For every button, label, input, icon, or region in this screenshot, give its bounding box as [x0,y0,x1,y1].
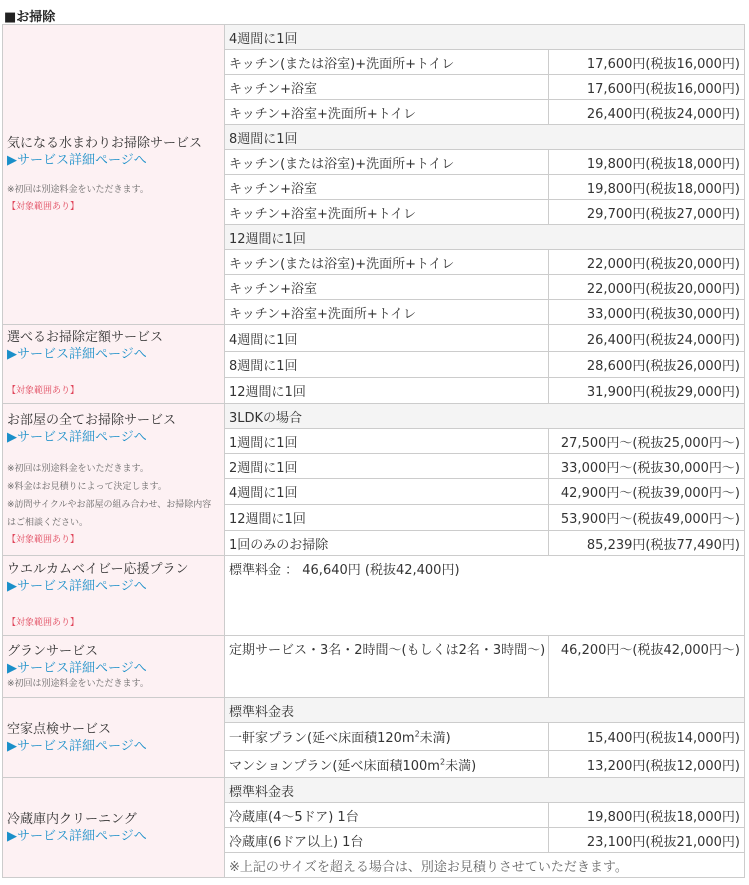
plan-price: 53,900円～(税抜49,000円～) [549,505,745,531]
range-badge: 【対象範囲あり】 [7,201,80,212]
plan-name-part: 未満) [445,758,477,774]
plan-name: キッチン+浴室 [225,75,549,100]
plan-price: 19,800円(税抜18,000円) [549,175,745,200]
plan-name-part: マンションプラン(延べ床面積100m [229,758,440,774]
plan-price: 17,600円(税抜16,000円) [549,50,745,75]
service-name: 冷蔵庫内クリーニング [7,811,137,827]
plan-detail: 標準料金 ： 46,640円 (税抜42,400円) [225,556,745,636]
service-detail-link[interactable]: ▶サービス詳細ページへ [7,347,147,362]
frequency-group: 4週間に1回 [225,25,745,50]
service-cell-rooms [3,404,225,556]
service-detail-link[interactable]: ▶サービス詳細ページへ [7,578,147,594]
plan-price: 19,800円(税抜18,000円) [549,150,745,175]
range-badge: 【対象範囲あり】 [7,534,80,545]
service-detail-link[interactable]: ▶サービス詳細ページへ [7,828,147,844]
range-badge: 【対象範囲あり】 [7,386,80,396]
plan-name: キッチン+浴室 [225,175,549,200]
plan-price: 26,400円(税抜24,000円) [549,100,745,125]
service-cell-fridge [3,778,225,878]
plan-name: 1回のみのお掃除 [225,531,549,556]
plan-price: 42,900円～(税抜39,000円～) [549,479,745,505]
service-note: ※初回は別途料金をいただきます。 [7,463,149,474]
plan-name: 2週間に1回 [225,454,549,479]
plan-name: キッチン+浴室 [225,275,549,300]
plan-name: 4週間に1回 [225,325,549,352]
plan-name [225,751,549,778]
service-name: 気になる水まわりお掃除サービス [7,135,203,151]
section-title: ■お掃除 [4,10,56,25]
service-cell-baby [3,556,225,636]
plan-name: キッチン+浴室+洗面所+トイレ [225,200,549,225]
price-group: 標準料金表 [225,698,745,723]
plan-price: 33,000円(税抜30,000円) [549,300,745,325]
plan-name: キッチン(または浴室)+洗面所+トイレ [225,50,549,75]
plan-price: 17,600円(税抜16,000円) [549,75,745,100]
service-name: 空家点検サービス [7,721,112,737]
table-row [3,778,745,803]
table-row [3,698,745,723]
plan-name: 8週間に1回 [225,352,549,378]
service-detail-link[interactable]: ▶サービス詳細ページへ [7,152,147,168]
room-group: 3LDKの場合 [225,404,745,429]
service-cell-fixed [3,325,225,404]
plan-name: 冷蔵庫(6ドア以上) 1台 [225,828,549,853]
service-cell-vacant [3,698,225,778]
table-row [3,636,745,698]
plan-name: キッチン(または浴室)+洗面所+トイレ [225,150,549,175]
table-row [3,325,745,352]
service-detail-link[interactable]: ▶サービス詳細ページへ [7,429,147,445]
service-note: ※訪問サイクルやお部屋の組み合わせ、お掃除内容はご相談ください。 [7,499,212,528]
plan-name: 4週間に1回 [225,479,549,505]
plan-price: 22,000円(税抜20,000円) [549,275,745,300]
plan-price: 28,600円(税抜26,000円) [549,352,745,378]
service-note: ※初回は別途料金をいただきます。 [7,184,149,195]
frequency-group: 12週間に1回 [225,225,745,250]
plan-price: 29,700円(税抜27,000円) [549,200,745,225]
plan-price: 22,000円(税抜20,000円) [549,250,745,275]
service-detail-link[interactable]: ▶サービス詳細ページへ [7,660,147,676]
frequency-group: 8週間に1回 [225,125,745,150]
service-name: 選べるお掃除定額サービス [7,330,164,345]
plan-name: 冷蔵庫(4～5ドア) 1台 [225,803,549,828]
plan-name: 12週間に1回 [225,378,549,404]
table-row [3,404,745,429]
plan-price: 26,400円(税抜24,000円) [549,325,745,352]
plan-name: キッチン(または浴室)+洗面所+トイレ [225,250,549,275]
plan-name: キッチン+浴室+洗面所+トイレ [225,100,549,125]
price-table [2,24,745,878]
plan-name-part: 一軒家プラン(延べ床面積120m [229,731,415,746]
plan-name-part: 未満) [419,731,451,746]
service-name: お部屋の全てお掃除サービス [7,412,177,428]
superscript: 2 [439,757,446,767]
plan-price: 33,000円～(税抜30,000円～) [549,454,745,479]
plan-name: 12週間に1回 [225,505,549,531]
table-row [3,556,745,636]
service-name: ウエルカムベイビー応援プラン [7,561,189,577]
service-name: グランサービス [7,643,99,659]
table-row [3,25,745,50]
plan-price: 46,200円～(税抜42,000円～) [549,636,745,698]
plan-price: 27,500円～(税抜25,000円～) [549,429,745,454]
plan-name: 1週間に1回 [225,429,549,454]
plan-name: 定期サービス・3名・2時間～(もしくは2名・3時間～) [225,636,549,698]
price-group: 標準料金表 [225,778,745,803]
plan-price: 13,200円(税抜12,000円) [549,751,745,778]
service-cell-gran [3,636,225,698]
service-note: ※料金はお見積りによって決定します。 [7,481,167,492]
service-cell-water [3,25,225,325]
superscript: 2 [414,729,420,739]
plan-price: 23,100円(税抜21,000円) [549,828,745,853]
plan-price: 19,800円(税抜18,000円) [549,803,745,828]
plan-price: 85,239円(税抜77,490円) [549,531,745,556]
footnote: ※上記のサイズを超える場合は、別途お見積りさせていただきます。 [225,853,745,878]
plan-name [225,723,549,751]
plan-price: 15,400円(税抜14,000円) [549,723,745,751]
service-detail-link[interactable]: ▶サービス詳細ページへ [7,738,147,754]
range-badge: 【対象範囲あり】 [7,617,80,628]
service-note: ※初回は別途料金をいただきます。 [7,678,149,689]
plan-price: 31,900円(税抜29,000円) [549,378,745,404]
plan-name: キッチン+浴室+洗面所+トイレ [225,300,549,325]
